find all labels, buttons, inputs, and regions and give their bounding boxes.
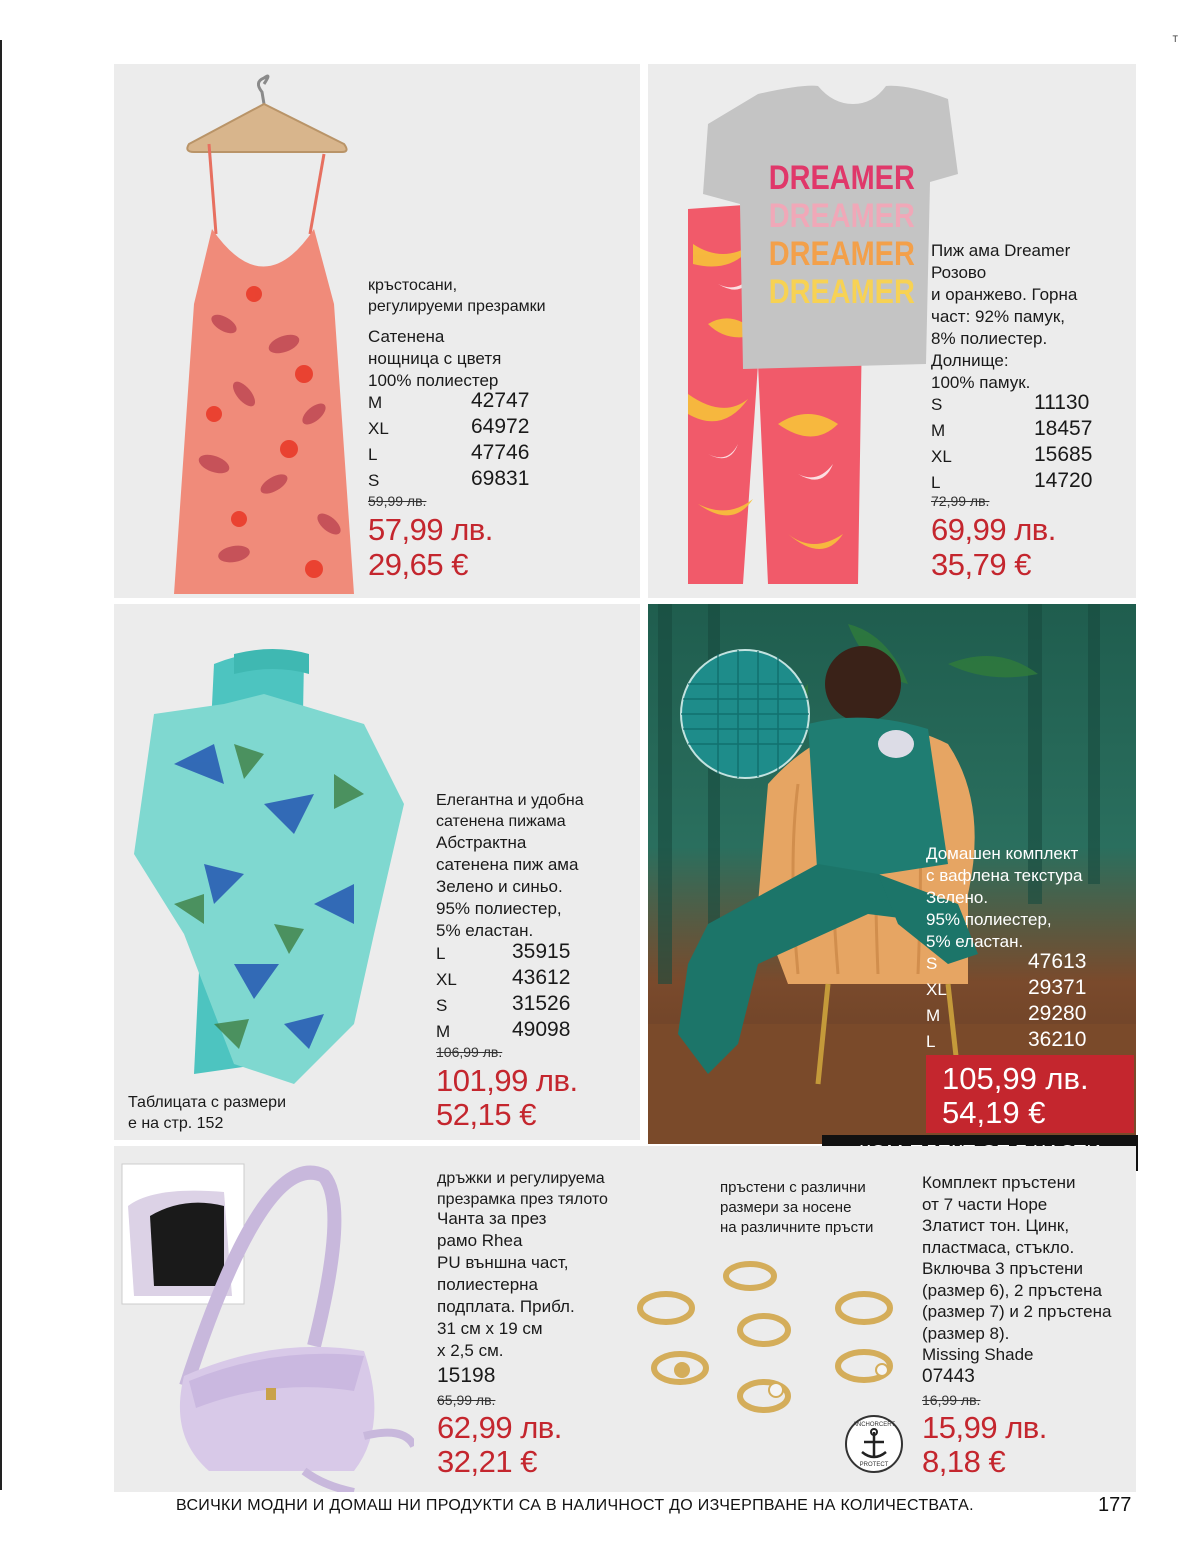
abstract-pajama-sku-list bbox=[436, 940, 636, 1050]
nightdress-tagline: кръстосани, регулируеми презрамки bbox=[368, 277, 546, 315]
size-chart-note: Таблицата с размери е на стр. 152 bbox=[128, 1094, 287, 1132]
sku-code: 31526 bbox=[512, 992, 571, 1015]
sku-code: 29371 bbox=[1028, 976, 1087, 999]
nightdress-panel bbox=[114, 64, 640, 598]
rhea-bag-price-eur: 32,21 € bbox=[437, 1444, 537, 1479]
hope-rings-title: Комплект пръстени от 7 части Hope Златист тон. Цинк, пластмаса, стъкло. Включва 3 пръстени (размер 6), 2 пръстена (размер 7) и 2 пръстена (размер 8). Missing Shade bbox=[922, 1173, 1112, 1364]
sku-size: L bbox=[931, 473, 941, 492]
hope-rings-tagline: пръстени с различни размери за носене на различните пръсти bbox=[720, 1179, 874, 1236]
sku-size: L bbox=[436, 944, 446, 963]
waffle-set-sku-list bbox=[926, 950, 1126, 1060]
sku-size: XL bbox=[926, 980, 947, 999]
nightdress-old-price: 59,99 лв. bbox=[368, 493, 427, 509]
sku-code: 47613 bbox=[1028, 950, 1087, 973]
abstract-pajama-panel bbox=[114, 604, 640, 1140]
rhea-bag-illustration bbox=[114, 1146, 414, 1492]
sku-code: 11130 bbox=[1034, 391, 1090, 414]
sku-size: M bbox=[368, 393, 383, 412]
abstract-pajama-price-eur: 52,15 € bbox=[436, 1097, 536, 1132]
sku-size: XL bbox=[368, 419, 389, 438]
abstract-pajama-price-bgn: 101,99 лв. bbox=[436, 1063, 578, 1098]
sku-size: L bbox=[926, 1032, 936, 1051]
sku-code: 36210 bbox=[1028, 1028, 1087, 1051]
rhea-bag-title: Чанта за през рамо Rhea PU външна част, полиестерна подплата. Прибл. 31 см х 19 см х 2,5 см. bbox=[437, 1209, 575, 1360]
rhea-bag-old-price: 65,99 лв. bbox=[437, 1392, 496, 1408]
sku-code: 14720 bbox=[1034, 469, 1093, 492]
sku-size: XL bbox=[436, 970, 457, 989]
abstract-pajama-tagline: Елегантна и удобна сатенена пижама bbox=[436, 792, 584, 830]
dreamer-sku-list bbox=[931, 391, 1131, 501]
bag-rings-panel bbox=[114, 1146, 1136, 1492]
dreamer-price-eur: 35,79 € bbox=[931, 547, 1031, 582]
hope-rings-price-bgn: 15,99 лв. bbox=[922, 1410, 1047, 1445]
sku-code: 29280 bbox=[1028, 1002, 1087, 1025]
sku-code: 15198 bbox=[437, 1364, 496, 1387]
waffle-set-price-bgn: 105,99 лв. bbox=[942, 1061, 1089, 1096]
nightdress-price-bgn: 57,99 лв. bbox=[368, 512, 493, 547]
hope-rings-price-eur: 8,18 € bbox=[922, 1444, 1006, 1479]
shirt-print-line: DREAMER bbox=[768, 157, 915, 197]
abstract-pajama-old-price: 106,99 лв. bbox=[436, 1044, 503, 1060]
shirt-print-line: DREAMER bbox=[768, 233, 915, 273]
nightdress-sku-list bbox=[368, 389, 568, 499]
corner-mark: T bbox=[1172, 34, 1178, 44]
sku-code: 15685 bbox=[1034, 443, 1093, 466]
sku-size: M bbox=[931, 421, 946, 440]
sku-size: S bbox=[926, 954, 938, 973]
dreamer-panel bbox=[648, 64, 1136, 598]
sku-size: M bbox=[926, 1006, 941, 1025]
sku-size: S bbox=[368, 471, 380, 490]
sku-code: 69831 bbox=[471, 467, 530, 490]
stamp-text: PROTECT bbox=[859, 1462, 889, 1468]
sku-code: 64972 bbox=[471, 415, 530, 438]
sku-code: 42747 bbox=[471, 389, 530, 412]
sku-code: 49098 bbox=[512, 1018, 571, 1041]
waffle-set-price-box bbox=[926, 1055, 1134, 1133]
availability-footer: ВСИЧКИ МОДНИ И ДОМАШ НИ ПРОДУКТИ СА В НАЛИЧНОСТ ДО ИЗЧЕРПВАНЕ НА КОЛИЧЕСТВАТА. bbox=[176, 1497, 974, 1514]
abstract-pajama-title: Абстрактна сатенена пиж ама Зелено и синьо. 95% полиестер, 5% еластан. bbox=[436, 833, 579, 940]
shirt-print-line: DREAMER bbox=[768, 271, 915, 311]
sku-size: S bbox=[436, 996, 448, 1015]
rhea-bag-price-bgn: 62,99 лв. bbox=[437, 1410, 562, 1445]
stamp-text: ANCHORCERT bbox=[852, 1422, 896, 1428]
page-number: 177 bbox=[1098, 1494, 1132, 1516]
waffle-set-title: Домашен комплект с вафлена текстура Зелено. 95% полиестер, 5% еластан. bbox=[926, 844, 1083, 951]
sku-size: L bbox=[368, 445, 378, 464]
dreamer-old-price: 72,99 лв. bbox=[931, 493, 990, 509]
sku-code: 07443 bbox=[922, 1366, 975, 1387]
sku-size: XL bbox=[931, 447, 952, 466]
sku-size: S bbox=[931, 395, 943, 414]
nightdress-title: Сатенена нощница с цветя 100% полиестер bbox=[368, 327, 502, 390]
dreamer-price-bgn: 69,99 лв. bbox=[931, 512, 1056, 547]
waffle-set-price-eur: 54,19 € bbox=[942, 1095, 1046, 1130]
sku-code: 35915 bbox=[512, 940, 571, 963]
sku-size: M bbox=[436, 1022, 451, 1041]
page-edge-rule bbox=[0, 40, 2, 1490]
rhea-bag-tagline: дръжки и регулируема презрамка през тялото bbox=[437, 1170, 608, 1208]
hope-rings-illustration bbox=[624, 1246, 924, 1492]
sku-code: 47746 bbox=[471, 441, 530, 464]
nightdress-price-eur: 29,65 € bbox=[368, 547, 468, 582]
shirt-print-line: DREAMER bbox=[768, 195, 915, 235]
dreamer-title: Пиж ама Dreamer Розово и оранжево. Горна част: 92% памук, 8% полиестер. Долнище: 100% памук. bbox=[931, 241, 1078, 392]
sku-code: 43612 bbox=[512, 966, 571, 989]
hope-rings-old-price: 16,99 лв. bbox=[922, 1392, 981, 1408]
sku-code: 18457 bbox=[1034, 417, 1093, 440]
